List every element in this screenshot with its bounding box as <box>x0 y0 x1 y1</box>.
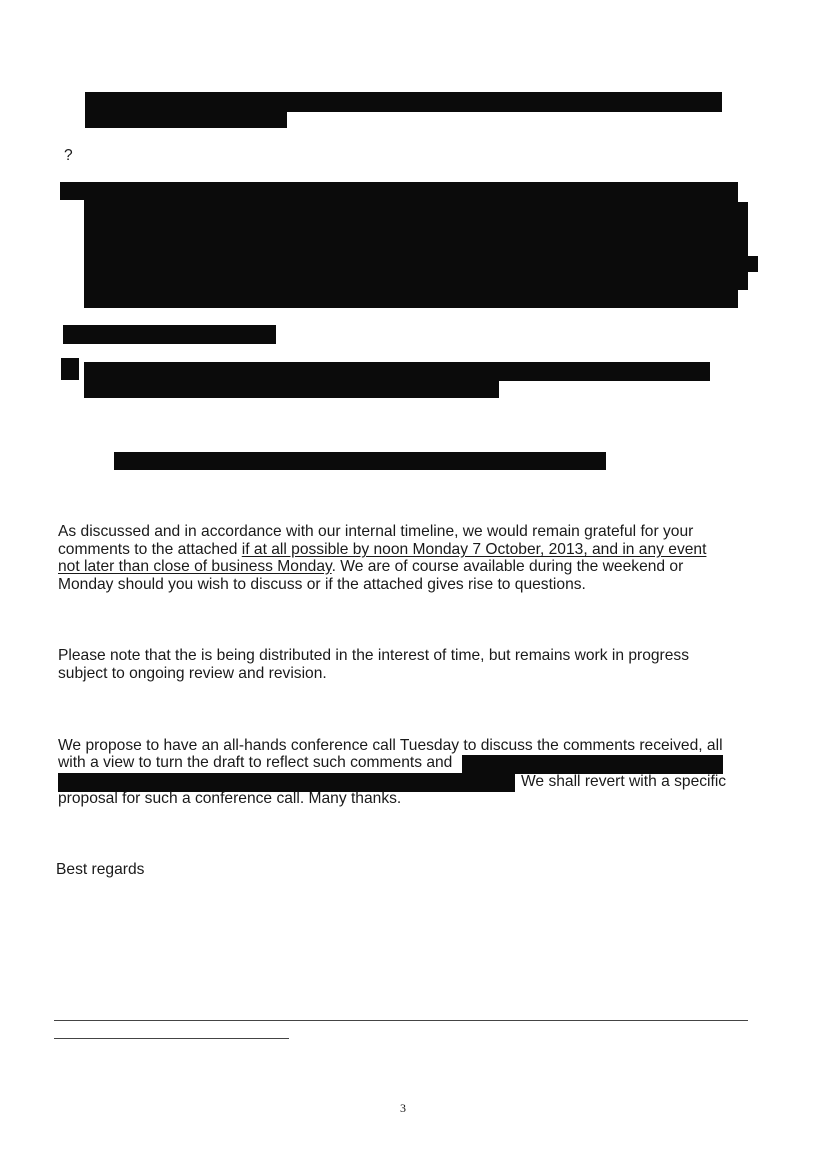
deadline-underlined: if at all possible by noon Monday 7 October, 2013, and in any event <box>241 541 707 558</box>
paragraph-1-line-2 <box>58 541 706 559</box>
paragraph-3-line-4: proposal for such a conference call. Many thanks. <box>58 790 402 807</box>
redaction-block <box>746 256 758 272</box>
paragraph-1-line-4: Monday should you wish to discuss or if the attached gives rise to questions. <box>58 576 586 593</box>
paragraph-2-line-2: subject to ongoing review and revision. <box>58 665 327 682</box>
question-mark: ? <box>64 147 73 164</box>
redaction-block <box>736 202 748 290</box>
separator-line <box>54 1020 748 1021</box>
redaction-block <box>85 110 287 128</box>
paragraph-1-line-1: As discussed and in accordance with our internal timeline, we would remain grateful for your <box>58 523 694 540</box>
redaction-block <box>114 452 606 470</box>
paragraph-3-line-2: with a view to turn the draft to reflect such comments and <box>58 754 453 771</box>
paragraph-1-line-2-plain: comments to the attached <box>58 541 242 558</box>
redaction-block <box>84 196 738 308</box>
paragraph-3-line-3: We shall revert with a specific <box>521 773 727 790</box>
redaction-block <box>85 92 722 112</box>
deadline-underlined-cont: not later than close of business Monday <box>58 558 332 575</box>
footnote-separator <box>54 1038 289 1039</box>
redaction-block <box>63 325 276 344</box>
paragraph-3-line-1: We propose to have an all-hands conference call Tuesday to discuss the comments received, all <box>58 737 723 754</box>
redaction-block <box>462 755 723 774</box>
redaction-block <box>84 379 499 398</box>
page-number: 3 <box>400 1101 406 1115</box>
paragraph-1-line-3 <box>58 558 683 576</box>
closing: Best regards <box>56 861 145 878</box>
paragraph-2-line-1: Please note that the is being distributed in the interest of time, but remains work in progress <box>58 647 690 664</box>
redaction-block <box>61 358 79 380</box>
paragraph-1-line-3-plain: . We are of course available during the weekend or <box>331 558 684 575</box>
